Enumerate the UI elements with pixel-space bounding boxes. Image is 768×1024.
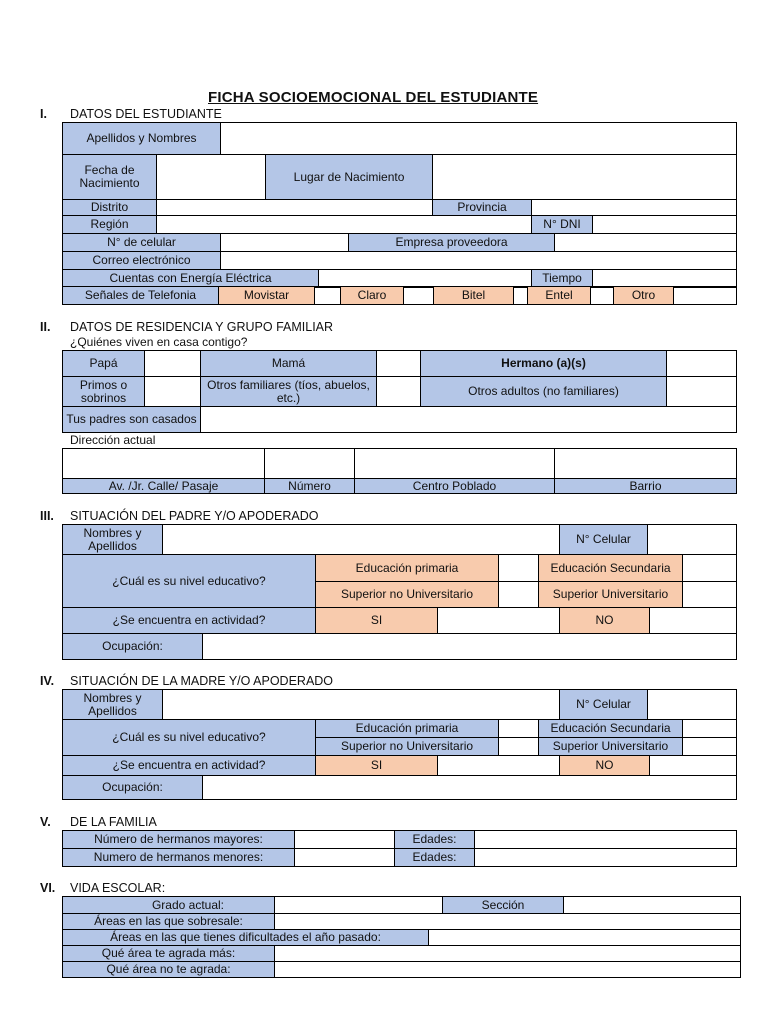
label-mama: Mamá [201,351,377,377]
section-number: III. [40,509,54,523]
input-calle[interactable] [63,449,265,479]
input-madre-ocupacion[interactable] [203,776,737,800]
checkbox-otro[interactable] [674,287,737,305]
label-distrito: Distrito [63,200,157,216]
section-title: DE LA FAMILIA [70,815,157,829]
input-tiempo[interactable] [593,270,737,288]
input-numero[interactable] [265,449,355,479]
label-padre-celular: N° Celular [560,525,648,555]
mother-activity-table [62,755,737,776]
label-otros-adultos: Otros adultos (no familiares) [421,377,667,407]
checkbox-madre-primaria[interactable] [499,720,539,738]
label-padres-casados: Tus padres son casados [63,407,201,433]
checkbox-movistar[interactable] [315,287,341,305]
section-number: II. [40,320,51,334]
label-hermanos-menores: Numero de hermanos menores: [63,849,295,867]
checkbox-padre-si[interactable] [438,608,560,634]
input-provincia[interactable] [532,200,737,216]
label-hermanos: Hermano (a)(s) [421,351,667,377]
input-dni[interactable] [593,216,737,234]
label-lugar-nacimiento: Lugar de Nacimiento [266,155,433,200]
checkbox-padre-sup-no-univ[interactable] [499,582,539,608]
option-claro: Claro [341,287,404,305]
option-madre-sup-univ: Superior Universitario [539,738,683,756]
label-edades-mayores: Edades: [395,831,475,849]
input-padres-casados[interactable] [201,407,737,433]
telephony-row [62,286,737,305]
label-edades-menores: Edades: [395,849,475,867]
checkbox-madre-sup-no-univ[interactable] [499,738,539,756]
label-madre-celular: N° Celular [560,690,648,720]
section-number: V. [40,815,51,829]
school-grade-table [62,896,741,914]
input-areas-sobresale[interactable] [275,914,741,930]
input-madre-celular[interactable] [648,690,737,720]
input-grado-actual[interactable] [275,897,443,914]
option-padre-no: NO [560,608,650,634]
checkbox-madre-sup-univ[interactable] [683,738,737,756]
option-padre-primaria: Educación primaria [316,555,499,582]
label-otros-familiares: Otros familiares (tíos, abuelos, etc.) [201,377,377,407]
label-region: Región [63,216,157,234]
label-celular: N° de celular [63,234,221,252]
checkbox-madre-si[interactable] [438,756,560,776]
label-provincia: Provincia [433,200,532,216]
label-area-no-agrada: Qué área no te agrada: [63,962,275,978]
label-seccion: Sección [443,897,564,914]
checkbox-padre-sup-univ[interactable] [683,582,737,608]
option-entel: Entel [528,287,591,305]
input-papa[interactable] [145,351,201,377]
label-empresa: Empresa proveedora [349,234,555,252]
label-cuentas-energia: Cuentas con Energía Eléctrica [63,270,319,288]
option-padre-sup-univ: Superior Universitario [539,582,683,608]
option-otro: Otro [614,287,674,305]
input-cuentas-energia[interactable] [319,270,532,288]
father-occupation-table [62,633,737,660]
input-distrito[interactable] [157,200,433,216]
school-areas-table [62,913,741,930]
checkbox-bitel[interactable] [514,287,528,305]
option-madre-no: NO [560,756,650,776]
label-padre-actividad: ¿Se encuentra en actividad? [63,608,316,634]
section-title: DATOS DE RESIDENCIA Y GRUPO FAMILIAR [70,320,334,334]
input-padre-ocupacion[interactable] [203,634,737,660]
household-table [62,350,737,433]
label-madre-nombres: Nombres y Apellidos [63,690,163,720]
mother-occupation-table [62,775,737,800]
label-madre-ocupacion: Ocupación: [63,776,203,800]
label-calle: Av. /Jr. Calle/ Pasaje [63,479,265,494]
checkbox-claro[interactable] [404,287,434,305]
direccion-actual-label: Dirección actual [70,433,156,447]
input-area-no-agrada[interactable] [275,962,741,978]
option-madre-sup-no-univ: Superior no Universitario [316,738,499,756]
input-celular[interactable] [221,234,349,252]
label-barrio: Barrio [555,479,737,494]
option-padre-secundaria: Educación Secundaria [539,555,683,582]
input-edades-mayores[interactable] [475,831,737,849]
input-areas-dificultades[interactable] [429,930,741,946]
input-madre-nombres[interactable] [163,690,560,720]
input-apellidos-nombres[interactable] [221,123,737,155]
quienes-viven-question: ¿Quiénes viven en casa contigo? [70,335,248,349]
label-padre-nivel: ¿Cuál es su nivel educativo? [63,555,316,608]
section-number: I. [40,107,47,121]
option-padre-sup-no-univ: Superior no Universitario [316,582,499,608]
input-otros-adultos[interactable] [667,377,737,407]
label-hermanos-mayores: Número de hermanos mayores: [63,831,295,849]
input-hermanos-mayores[interactable] [295,831,395,849]
label-correo: Correo electrónico [63,252,221,270]
input-hermanos[interactable] [667,351,737,377]
label-fecha-nacimiento: Fecha de Nacimiento [63,155,157,200]
checkbox-padre-secundaria[interactable] [683,555,737,582]
section-title: VIDA ESCOLAR: [70,881,166,895]
father-activity-table [62,607,737,634]
input-area-agrada[interactable] [275,946,741,962]
mother-education-table [62,719,737,756]
input-empresa[interactable] [555,234,737,252]
school-difficulties-table [62,929,741,946]
section-number: VI. [40,881,56,895]
family-table [62,830,737,867]
option-padre-si: SI [316,608,438,634]
input-otros-familiares[interactable] [377,377,421,407]
label-dni: N° DNI [532,216,593,234]
option-movistar: Movistar [219,287,315,305]
label-apellidos-nombres: Apellidos y Nombres [63,123,221,155]
input-fecha-nacimiento[interactable] [157,155,266,200]
father-education-table [62,554,737,608]
input-hermanos-menores[interactable] [295,849,395,867]
label-papa: Papá [63,351,145,377]
label-areas-dificultades: Áreas en las que tienes dificultades el año pasado: [63,930,429,946]
section-title: SITUACIÓN DE LA MADRE Y/O APODERADO [70,674,334,688]
label-padre-nombres: Nombres y Apellidos [63,525,163,555]
label-madre-nivel: ¿Cuál es su nivel educativo? [63,720,316,756]
option-madre-si: SI [316,756,438,776]
checkbox-padre-primaria[interactable] [499,555,539,582]
section-title: DATOS DEL ESTUDIANTE [70,107,222,121]
input-centro-poblado[interactable] [355,449,555,479]
input-region[interactable] [157,216,532,234]
label-primos: Primos o sobrinos [63,377,145,407]
label-centro-poblado: Centro Poblado [355,479,555,494]
school-likes-table [62,945,741,978]
option-madre-primaria: Educación primaria [316,720,499,738]
student-data-table [62,122,737,288]
section-title: SITUACIÓN DEL PADRE Y/O APODERADO [70,509,319,523]
input-mama[interactable] [377,351,421,377]
checkbox-madre-no[interactable] [650,756,737,776]
label-madre-actividad: ¿Se encuentra en actividad? [63,756,316,776]
input-padre-nombres[interactable] [163,525,560,555]
label-areas-sobresale: Áreas en las que sobresale: [63,914,275,930]
address-table [62,448,737,494]
mother-table [62,689,737,720]
input-barrio[interactable] [555,449,737,479]
input-padre-celular[interactable] [648,525,737,555]
label-senales-telefonia: Señales de Telefonia [63,287,219,305]
section-number: IV. [40,674,55,688]
input-edades-menores[interactable] [475,849,737,867]
form-title: FICHA SOCIOEMOCIONAL DEL ESTUDIANTE [208,89,539,106]
option-bitel: Bitel [434,287,514,305]
label-numero: Número [265,479,355,494]
option-madre-secundaria: Educación Secundaria [539,720,683,738]
checkbox-madre-secundaria[interactable] [683,720,737,738]
label-area-agrada: Qué área te agrada más: [63,946,275,962]
input-correo[interactable] [221,252,737,270]
input-primos[interactable] [145,377,201,407]
father-table [62,524,737,555]
label-padre-ocupacion: Ocupación: [63,634,203,660]
label-tiempo: Tiempo [532,270,593,288]
checkbox-padre-no[interactable] [650,608,737,634]
checkbox-entel[interactable] [591,287,614,305]
input-lugar-nacimiento[interactable] [433,155,737,200]
input-seccion[interactable] [564,897,741,914]
label-grado-actual: Grado actual: [63,897,275,914]
